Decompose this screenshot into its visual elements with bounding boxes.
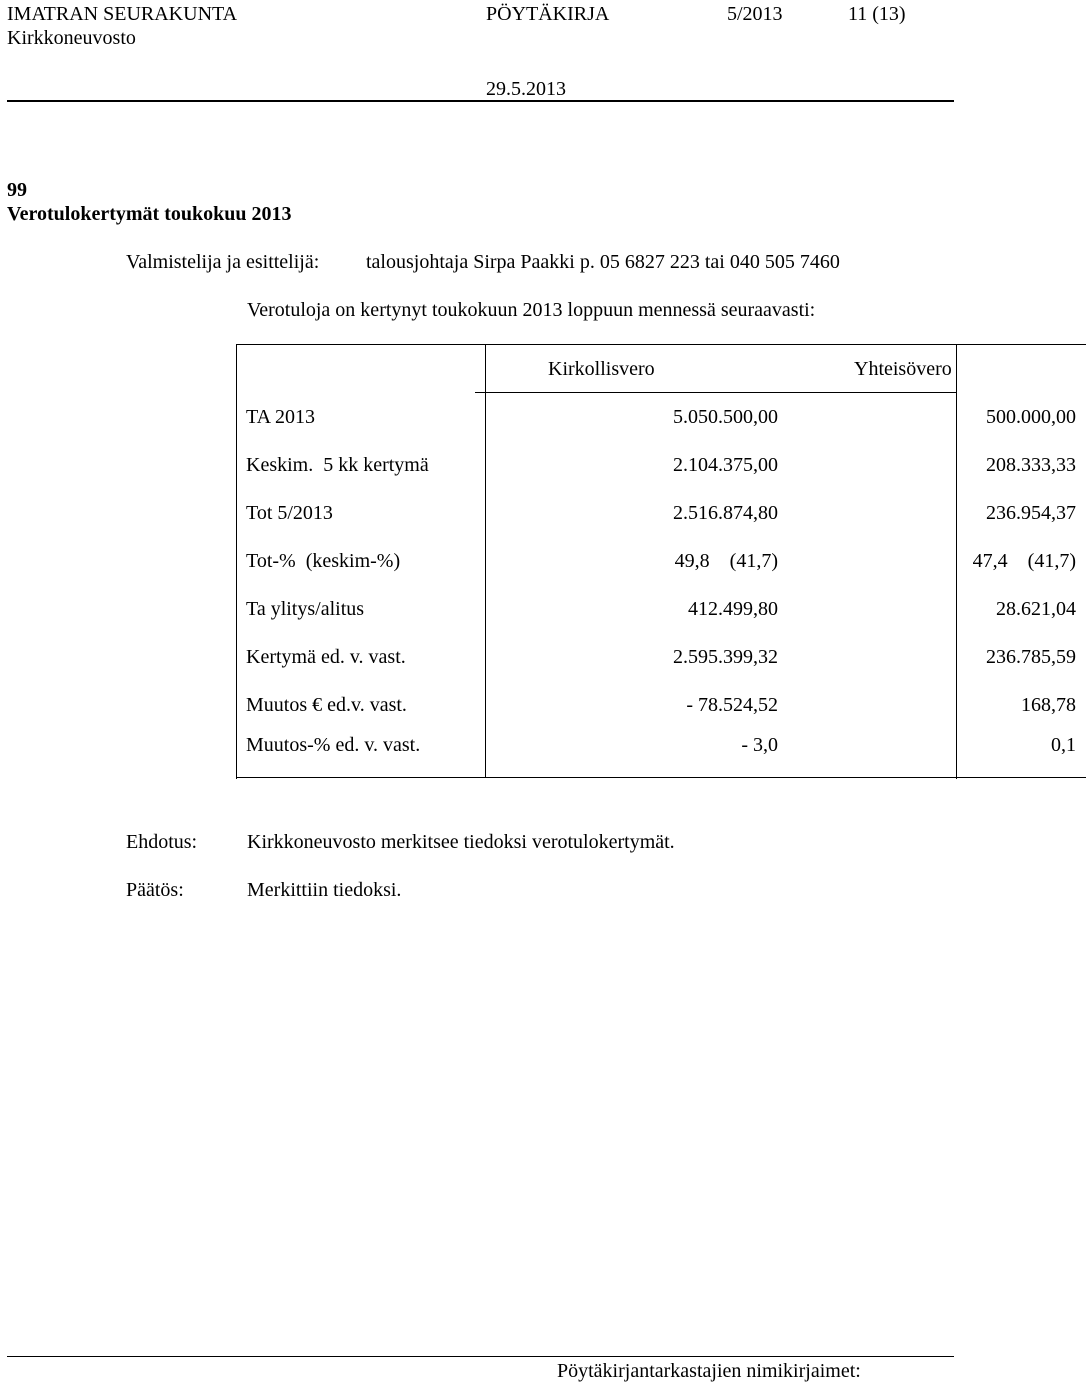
cell-value: 500.000,00: [986, 406, 1076, 428]
cell-value: 2.104.375,00: [673, 454, 778, 476]
proposal-text: Kirkkoneuvosto merkitsee tiedoksi verotulokertymät.: [247, 831, 675, 853]
row-label: Tot-% (keskim-%): [236, 537, 486, 585]
cell-value: 2.516.874,80: [673, 502, 778, 524]
doc-type: PÖYTÄKIRJA: [486, 3, 610, 25]
table-row: [236, 441, 1086, 489]
table-header-row: [236, 345, 1086, 394]
header-cell: [236, 345, 486, 394]
table-row: [236, 633, 1086, 681]
table-row: [236, 585, 1086, 633]
decision-text: Merkittiin tiedoksi.: [247, 879, 402, 901]
decision-label: Päätös:: [126, 879, 184, 901]
body-name: Kirkkoneuvosto: [7, 27, 136, 49]
footer-rule: [7, 1356, 954, 1357]
table-row: [236, 729, 1086, 778]
cell-value: 236.785,59: [986, 646, 1076, 668]
row-label: Kertymä ed. v. vast.: [236, 633, 486, 681]
cell-value: 168,78: [1021, 694, 1076, 716]
meeting-date: 29.5.2013: [486, 78, 566, 100]
cell-value: 412.499,80: [688, 598, 778, 620]
row-label: Keskim. 5 kk kertymä: [236, 441, 486, 489]
row-label: Muutos-% ed. v. vast.: [236, 729, 486, 778]
row-label: Tot 5/2013: [236, 489, 486, 537]
preparer-label: Valmistelija ja esittelijä:: [126, 251, 320, 273]
item-title: Verotulokertymät toukokuu 2013: [7, 203, 292, 225]
cell-value: 47,4 (41,7): [972, 550, 1076, 572]
signature-label: Pöytäkirjantarkastajien nimikirjaimet:: [557, 1360, 861, 1382]
cell-value: 28.621,04: [996, 598, 1076, 620]
item-number: 99: [7, 179, 27, 201]
cell-value: 208.333,33: [986, 454, 1076, 476]
cell-value: 2.595.399,32: [673, 646, 778, 668]
table-row: [236, 537, 1086, 585]
doc-number: 5/2013: [727, 3, 783, 25]
row-label: TA 2013: [236, 393, 486, 441]
proposal-label: Ehdotus:: [126, 831, 198, 853]
cell-value: 0,1: [788, 729, 1086, 778]
page-number: 11 (13): [848, 3, 906, 25]
table-row: [236, 393, 1086, 441]
preparer-info: talousjohtaja Sirpa Paakki p. 05 6827 223 tai 040 505 7460: [366, 251, 840, 273]
table-row: [236, 681, 1086, 729]
row-label: Ta ylitys/alitus: [236, 585, 486, 633]
table-row: [236, 489, 1086, 537]
cell-value: 49,8 (41,7): [674, 550, 778, 572]
header-rule: [7, 100, 954, 102]
cell-value: 236.954,37: [986, 502, 1076, 524]
tax-accrual-table: [236, 344, 1086, 778]
header-cell-church-tax: Kirkollisvero: [486, 345, 789, 394]
header-cell-corporate-tax: Yhteisövero: [788, 345, 1086, 394]
cell-value: 5.050.500,00: [673, 406, 778, 428]
cell-value: - 78.524,52: [686, 694, 778, 716]
cell-value: - 3,0: [486, 729, 789, 778]
row-label: Muutos € ed.v. vast.: [236, 681, 486, 729]
intro-text: Verotuloja on kertynyt toukokuun 2013 loppuun mennessä seuraavasti:: [247, 299, 816, 321]
org-name: IMATRAN SEURAKUNTA: [7, 3, 238, 25]
